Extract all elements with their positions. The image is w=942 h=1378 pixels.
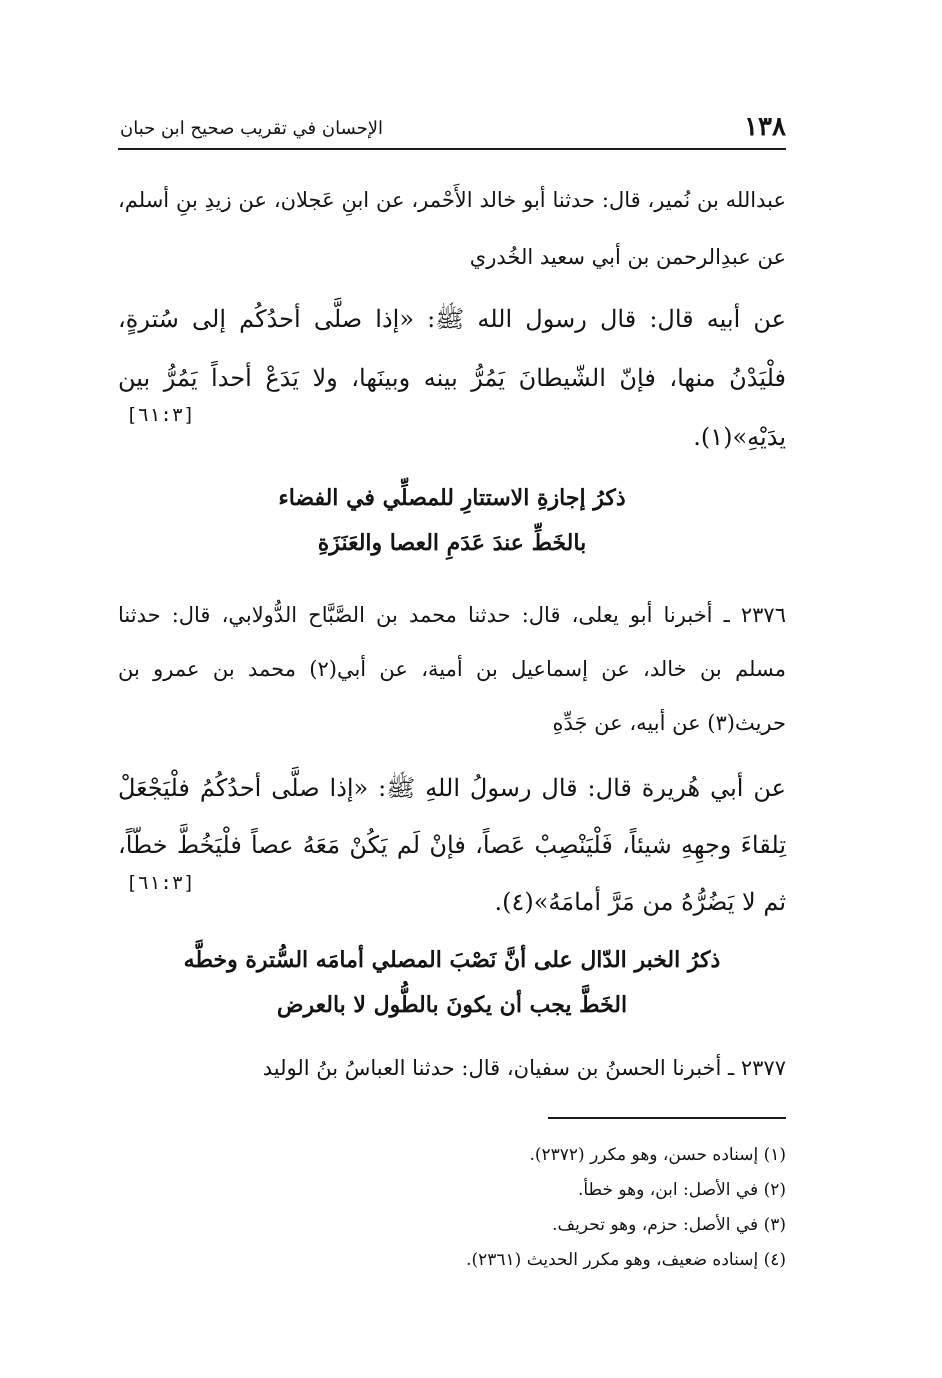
- chapter-heading: [118, 938, 786, 1028]
- footnote: (٤) إسناده ضعيف، وهو مكرر الحديث (٢٣٦١).: [466, 1250, 786, 1270]
- chapter-heading-line: الخَطَّ يجب أن يكونَ بالطُّول لا بالعرض: [276, 992, 628, 1018]
- isnad-paragraph: ٢٣٧٦ ـ أخبرنا أبو يعلى، قال: حدثنا محمد بن الصَّبَّاح الدُّولابي، قال: حدثنا مسلم بن خالد، عن إسماعيل بن أمية، عن أبي(٢) محمد بن عمرو بن حريث(٣) عن أبيه، عن جَدِّهِ: [118, 603, 786, 735]
- hadith-text: عن أبيه قال: قال رسول الله ﷺ: «إذا صلَّى أحدُكُم إلى سُترةٍ، فلْيَدْنُ منها، فإنّ الشّيطانَ يَمُرُّ بينه وبينَها، ولا يَدَعْ أحداً يَمُرُّ بين يدَيْهِ»(١).: [118, 305, 786, 451]
- isnad-paragraph: ٢٣٧٧ ـ أخبرنا الحسنُ بن سفيان، قال: حدثنا العباسُ بنُ الوليد: [262, 1056, 786, 1080]
- hadith-reference: [٦١:٣]: [126, 404, 195, 426]
- hadith-text: عن أبي هُريرة قال: قال رسولُ اللهِ ﷺ: «إذا صلَّى أحدُكُمُ فلْيَجْعَلْ تِلقاءَ وجهِهِ شيئاً، فَلْيَنْصِبْ عَصاً، فإنْ لَم يَكُنْ مَعَهُ عصاً فلْيَخُطَّ خطّاً، ثم لا يَضُرُّهُ من مَرَّ أمامَهُ»(٤).: [118, 774, 786, 916]
- isnad-paragraph: عبدالله بن نُمير، قال: حدثنا أبو خالد الأَحْمر، عن ابنِ عَجلان، عن زيدِ بنِ أسلم، عن عبدِالرحمن بن أبي سعيد الخُدري: [118, 188, 786, 269]
- running-title: الإحسان في تقريب صحيح ابن حبان: [120, 118, 384, 139]
- footnote: (٢) في الأصل: ابن، وهو خطأ.: [577, 1180, 786, 1200]
- footnote: (١) إسناده حسن، وهو مكرر (٢٣٧٢).: [529, 1145, 786, 1165]
- footnotes: [118, 1138, 786, 1278]
- chapter-heading-line: ذكرُ الخبر الدّال على أنَّ نَصْبَ المصلي أمامَه السُّترة وخطَّه: [183, 947, 721, 973]
- page-header: [118, 112, 786, 150]
- hadith-reference: [٦١:٣]: [126, 872, 195, 894]
- footnote-divider: [548, 1117, 786, 1119]
- chapter-heading-line: ذكرُ إجازةِ الاستتارِ للمصلِّي في الفضاء: [278, 485, 626, 511]
- footnote: (٣) في الأصل: حزم، وهو تحريف.: [552, 1215, 786, 1235]
- chapter-heading: [118, 476, 786, 566]
- page-number: ١٣٨: [744, 112, 786, 142]
- chapter-heading-line: بالخَطِّ عندَ عَدَمِ العصا والعَنَزَةِ: [317, 530, 587, 556]
